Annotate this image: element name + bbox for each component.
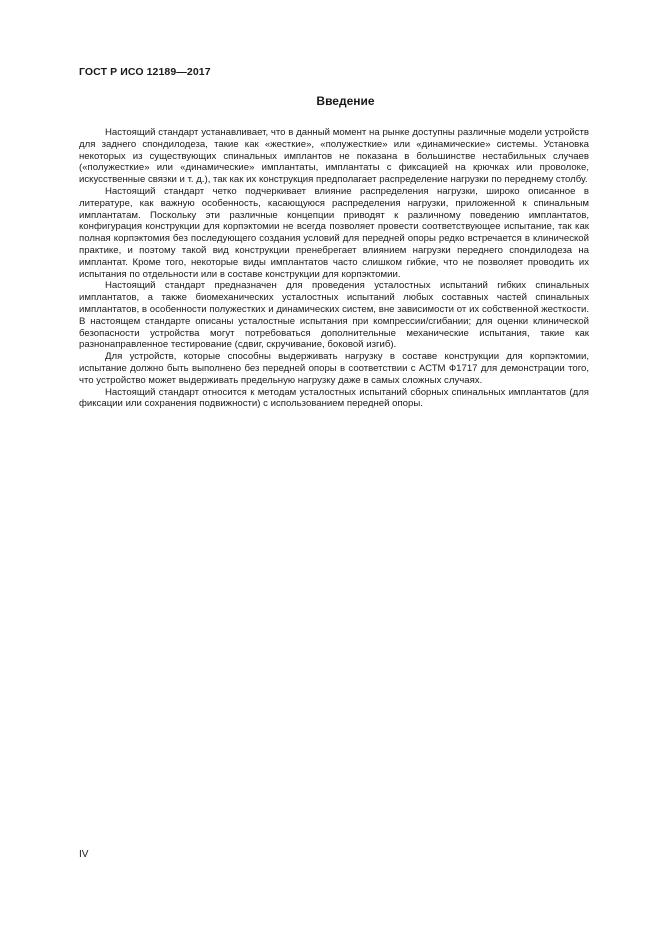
- paragraph: Настоящий стандарт устанавливает, что в данный момент на рынке доступны различные модели устройств для заднего спондилодеза, такие как «жесткие», «полужесткие» или «динамические» системы. Установка некоторых из существующих спинальных имплантов не показана в большинстве нестабильных случаев («полужесткие» или «динамические» имплантаты, имплантаты с фиксацией на крючках или проволоке, искусственные связки и т. д.), так как их конструкция предполагает распределение нагрузки по переднему столбу.: [79, 127, 589, 186]
- body-text: [79, 127, 589, 410]
- section-title: Введение: [316, 94, 375, 108]
- paragraph: Для устройств, которые способны выдерживать нагрузку в составе конструкции для корпэктомии, испытание должно быть выполнено без передней опоры в соответствии с АСТМ Ф1717 для демонстрации того, что устройство может выдерживать предельную нагрузку даже в самых сложных случаях.: [79, 351, 589, 386]
- paragraph: Настоящий стандарт предназначен для проведения усталостных испытаний гибких спинальных имплантатов, а также биомеханических усталостных испытаний любых составных частей спинальных имплантатов, в особенности полужестких и динамических систем, вне зависимости от их собственной жесткости. В настоящем стандарте описаны усталостные испытания при компрессии/сгибании; для оценки клинической безопасности устройства могут потребоваться дополнительные механические испытания, такие как разнонаправленное тестирование (сдвиг, скручивание, боковой изгиб).: [79, 280, 589, 351]
- standard-code-header: ГОСТ Р ИСО 12189—2017: [79, 66, 211, 78]
- paragraph: Настоящий стандарт четко подчеркивает влияние распределения нагрузки, широко описанное в литературе, как важную особенность, касающуюся распределения нагрузки, приложенной к спинальным имплантатам. Поскольку эти различные концепции приводят к различному поведению имплантатов, конфигурация конструкции для корпэктомии не всегда позволяет провести соответствующее испытание, так как полная корпэктомия без последующего создания условий для передней опоры редко встречается в клинической практике, и поэтому такой вид конструкции пренебрегает влиянием нагрузки переднего спондилодеза на имплантат. Кроме того, некоторые виды имплантатов часто слишком гибкие, что не позволяет проводить их испытания по отдельности или в составе конструкции для корпэктомии.: [79, 185, 589, 280]
- page-number: IV: [79, 849, 89, 860]
- paragraph: Настоящий стандарт относится к методам усталостных испытаний сборных спинальных имплантатов (для фиксации или сохранения подвижности) с использованием передней опоры.: [79, 386, 589, 410]
